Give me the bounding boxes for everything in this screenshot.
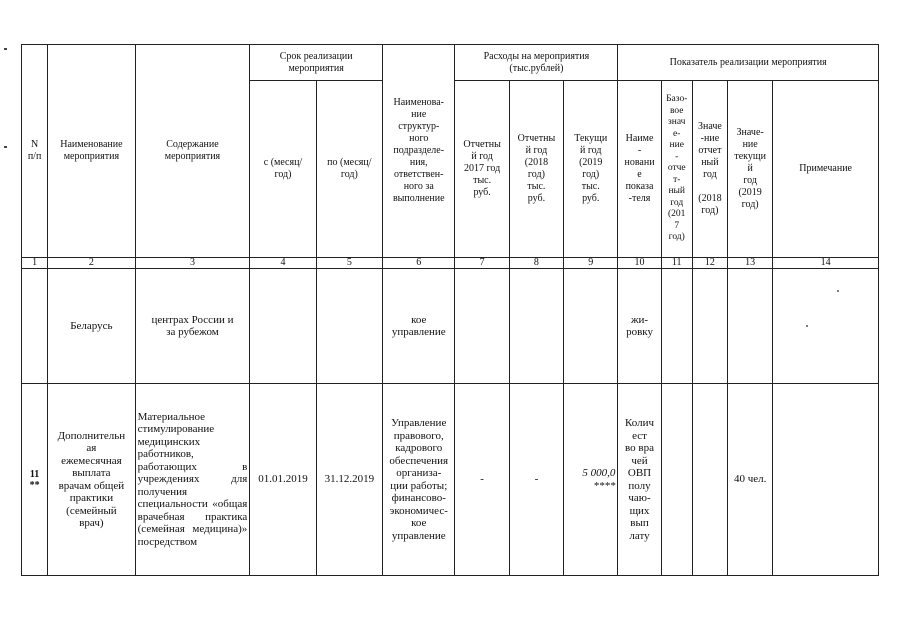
col-num: 5 — [316, 258, 382, 269]
header-responsible: Наименова- ние структур- ного подразделе- ния, ответствен- ного за выполнение — [383, 45, 455, 258]
header-ind-2019: Значе- ние текущи й год (2019 год) — [728, 81, 773, 258]
margin-mark — [4, 146, 7, 148]
header-exp-2018: Отчетны й год (2018 год) тыс. руб. — [509, 81, 563, 258]
cell-ind-name: жи- ровку — [618, 269, 661, 384]
column-number-row — [22, 258, 879, 269]
cell-ind-base — [661, 269, 692, 384]
cell-exp-2018 — [509, 269, 563, 384]
col-num: 3 — [135, 258, 250, 269]
cell-responsible: кое управление — [383, 269, 455, 384]
header-npp: N п/п — [22, 45, 48, 258]
cell-exp-2019: 5 000,0 **** — [564, 384, 618, 576]
header-expenses: Расходы на мероприятия (тыс.рублей) — [455, 45, 618, 81]
cell-exp-2019 — [564, 269, 618, 384]
cell-to: 31.12.2019 — [316, 384, 382, 576]
col-num: 11 — [661, 258, 692, 269]
cell-content: центрах России и за рубежом — [135, 269, 250, 384]
cell-exp-2018: - — [509, 384, 563, 576]
col-num: 2 — [48, 258, 136, 269]
col-num: 12 — [692, 258, 727, 269]
cell-exp-2017 — [455, 269, 509, 384]
header-indicator: Показатель реализации мероприятия — [618, 45, 879, 81]
header-term: Срок реализации мероприятия — [250, 45, 383, 81]
measures-table — [21, 44, 879, 576]
cell-ind-2019 — [728, 269, 773, 384]
cell-ind-base — [661, 384, 692, 576]
header-ind-2018: Значе -ние отчет ный год (2018 год) — [692, 81, 727, 258]
cell-name: Дополнительн ая ежемесячная выплата врачам общей практики (семейный врач) — [48, 384, 136, 576]
cell-ind-2018 — [692, 384, 727, 576]
cell-from — [250, 269, 316, 384]
header-exp-2019: Текущи й год (2019 год) тыс. руб. — [564, 81, 618, 258]
col-num: 14 — [773, 258, 879, 269]
cell-to — [316, 269, 382, 384]
table-row — [22, 384, 879, 576]
cell-name: Беларусь — [48, 269, 136, 384]
header-from: с (месяц/ год) — [250, 81, 316, 258]
header-ind-name: Наиме - новани е показа -теля — [618, 81, 661, 258]
header-name: Наименование мероприятия — [48, 45, 136, 258]
cell-ind-2019: 40 чел. — [728, 384, 773, 576]
col-num: 1 — [22, 258, 48, 269]
cell-responsible: Управление правового, кадрового обеспечения организа- ции работы; финансово- экономичес- кое управление — [383, 384, 455, 576]
header-to: по (месяц/ год) — [316, 81, 382, 258]
cell-note — [773, 269, 879, 384]
header-note: Примечание — [773, 81, 879, 258]
table-row — [22, 269, 879, 384]
header-ind-base: Базо- вое знач е- ние - отче т- ный год (201 7 год) — [661, 81, 692, 258]
col-num: 6 — [383, 258, 455, 269]
header-content: Содержание мероприятия — [135, 45, 250, 258]
margin-mark — [4, 48, 7, 50]
cell-num — [22, 269, 48, 384]
cell-exp-2017: - — [455, 384, 509, 576]
col-num: 8 — [509, 258, 563, 269]
cell-content: Материальное стимулирование медицинских работников, работающих в учреждениях для получения специальности «общая врачебная практика (семейная медицина)» посредством — [135, 384, 250, 576]
col-num: 7 — [455, 258, 509, 269]
col-num: 13 — [728, 258, 773, 269]
col-num: 10 — [618, 258, 661, 269]
header-exp-2017: Отчетны й год 2017 год тыс. руб. — [455, 81, 509, 258]
cell-from: 01.01.2019 — [250, 384, 316, 576]
col-num: 4 — [250, 258, 316, 269]
cell-ind-name: Колич ест во вра чей ОВП полу чаю- щих вып лату — [618, 384, 661, 576]
col-num: 9 — [564, 258, 618, 269]
cell-ind-2018 — [692, 269, 727, 384]
cell-note — [773, 384, 879, 576]
cell-num: 11 ** — [22, 384, 48, 576]
